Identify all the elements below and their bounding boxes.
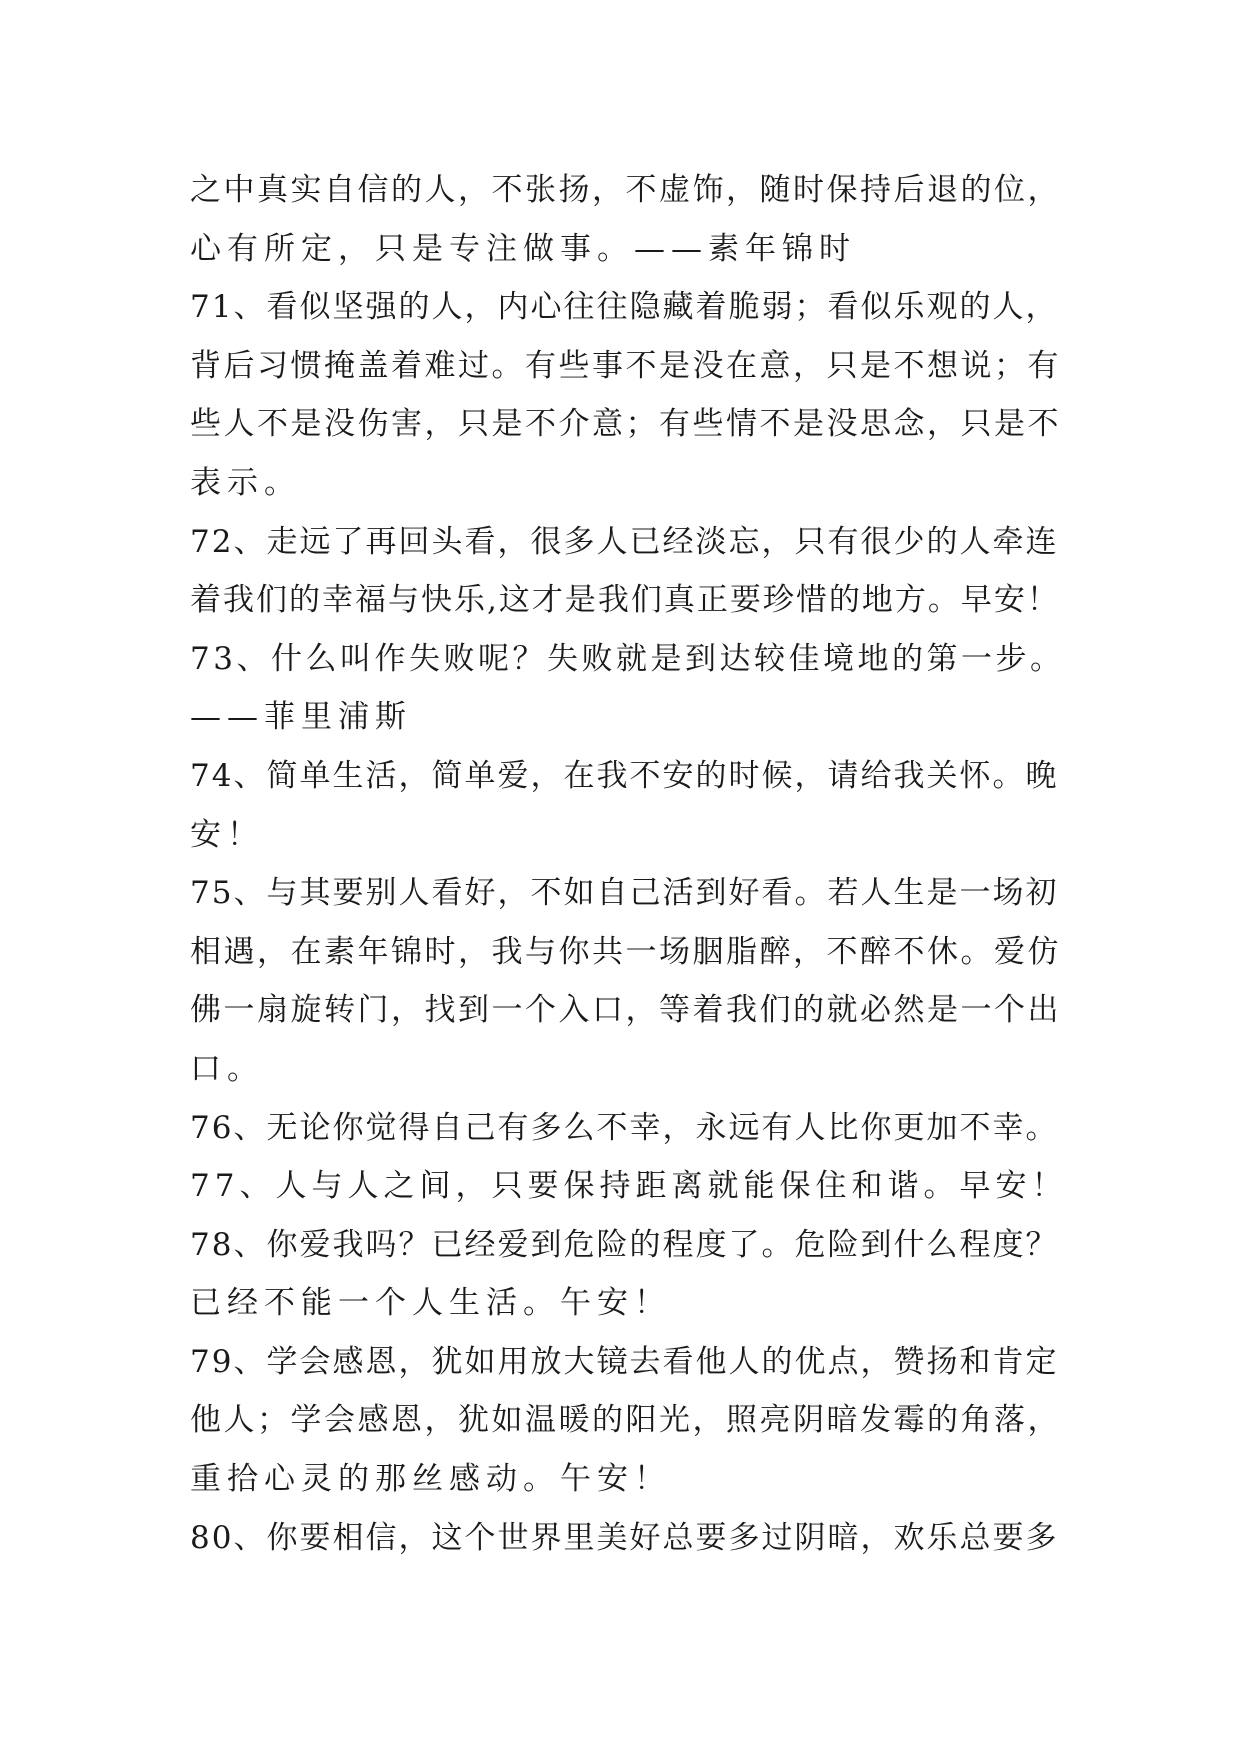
document-body (190, 161, 1070, 1567)
text-line: 相遇，在素年锦时，我与你共一场胭脂醉，不醉不休。爱仿 (190, 933, 1061, 970)
text-line: 表示。 (190, 464, 301, 501)
text-line: 之中真实自信的人，不张扬，不虚饰，随时保持后退的位， (190, 172, 1061, 208)
text-line: 77、人与人之间，只要保持距离就能保住和谐。早安！ (190, 1168, 1068, 1205)
text-line: 71、看似坚强的人，内心往往隐藏着脆弱；看似乐观的人， (190, 289, 1059, 326)
text-line: 78、你爱我吗？已经爱到危险的程度了。危险到什么程度？ (190, 1226, 1059, 1263)
text-line: 些人不是没伤害，只是不介意；有些情不是没思念，只是不 (190, 406, 1061, 443)
text-line: 佛一扇旋转门，找到一个入口，等着我们的就必然是一个出 (190, 992, 1061, 1029)
text-line: 已经不能一个人生活。午安！ (190, 1285, 671, 1322)
text-line: 背后习惯掩盖着难过。有些事不是没在意，只是不想说；有 (190, 347, 1061, 384)
text-line: 80、你要相信，这个世界里美好总要多过阴暗，欢乐总要多 (190, 1519, 1059, 1556)
text-line: 他人；学会感恩，犹如温暖的阳光，照亮阴暗发霉的角落， (190, 1402, 1061, 1439)
text-line: 72、走远了再回头看，很多人已经淡忘，只有很少的人牵连 (190, 523, 1059, 560)
text-line: 74、简单生活，简单爱，在我不安的时候，请给我关怀。晚 (190, 757, 1059, 794)
text-line: 75、与其要别人看好，不如自己活到好看。若人生是一场初 (190, 875, 1059, 912)
text-line: 口。 (190, 1050, 264, 1087)
text-line: 安！ (190, 816, 264, 853)
text-line: 心有所定，只是专注做事。——素年锦时 (190, 230, 856, 267)
text-line: ——菲里浦斯 (190, 699, 412, 736)
text-line: 79、学会感恩，犹如用放大镜去看他人的优点，赞扬和肯定 (190, 1343, 1059, 1380)
text-line: 76、无论你觉得自己有多么不幸，永远有人比你更加不幸。 (190, 1109, 1059, 1146)
text-line: 着我们的幸福与快乐,这才是我们真正要珍惜的地方。早安！ (190, 582, 1060, 619)
text-line: 73、什么叫作失败呢？失败就是到达较佳境地的第一步。 (190, 640, 1065, 677)
text-line: 重拾心灵的那丝感动。午安！ (190, 1461, 671, 1498)
